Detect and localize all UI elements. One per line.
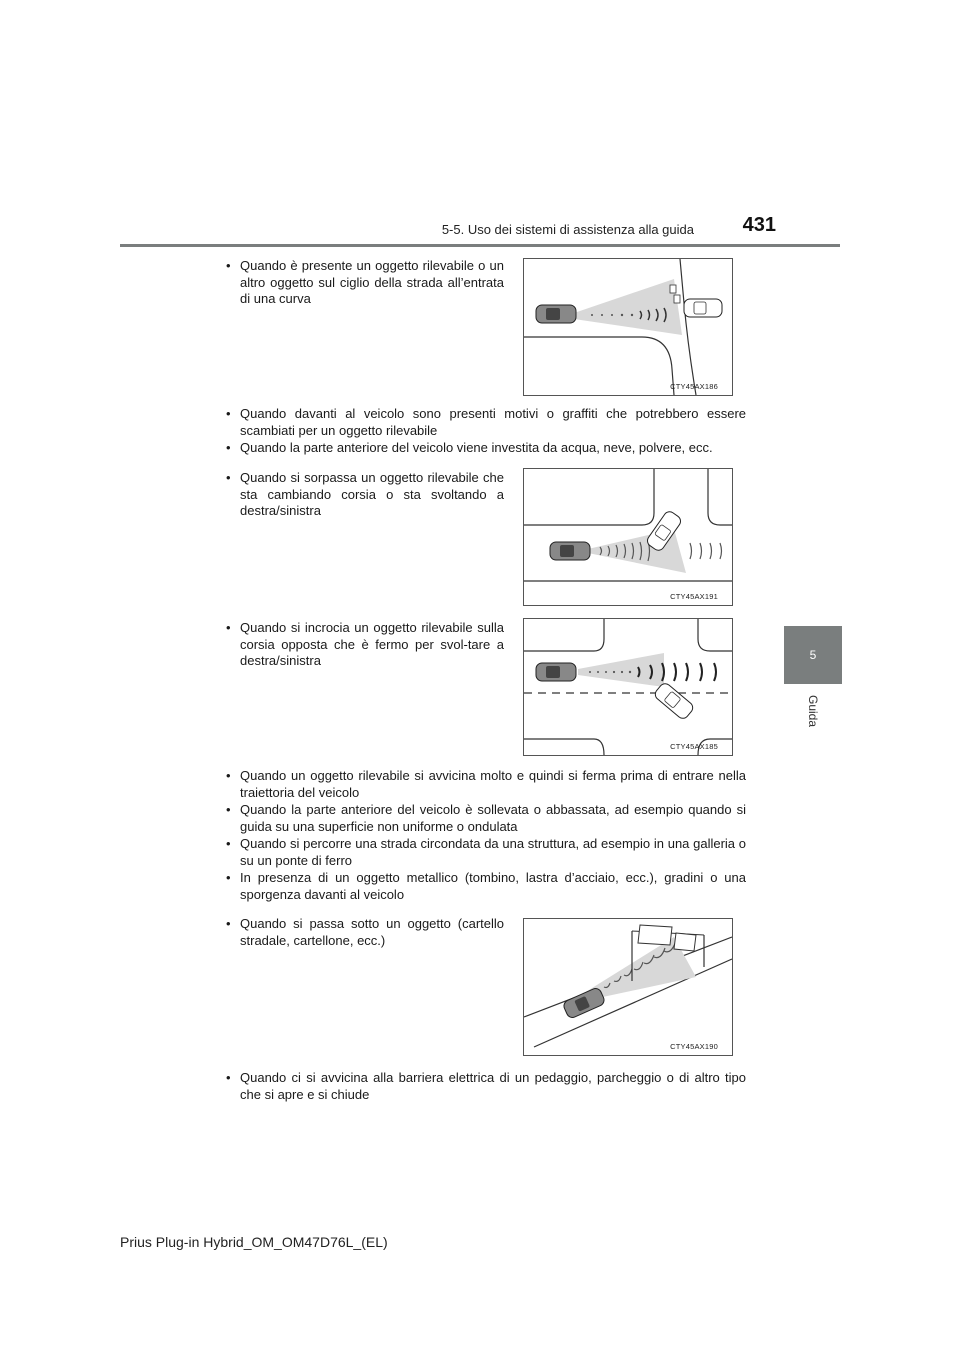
figure-oncoming-turn <box>523 618 733 756</box>
content-item-4 <box>226 470 504 520</box>
figure-oncoming-illustration <box>524 619 732 755</box>
bullet-text: • Quando un oggetto rilevabile si avvicina molto e quindi si ferma prima di entrare nella traiettoria del veicolo <box>226 768 746 801</box>
bullet-text: • Quando si incrocia un oggetto rilevabile sulla corsia opposta che è fermo per svol-tare a destra/sinistra <box>226 620 504 670</box>
figure-overtaking <box>523 468 733 606</box>
header-section-title: 5-5. Uso dei sistemi di assistenza alla guida <box>441 222 694 237</box>
content-item-9 <box>226 870 746 903</box>
content-item-3 <box>226 440 746 457</box>
content-item-11 <box>226 1070 746 1103</box>
content-item-1 <box>226 258 504 308</box>
figure-overhead-sign <box>523 918 733 1056</box>
content-item-5 <box>226 620 504 670</box>
bullet-text: • Quando davanti al veicolo sono presenti motivi o graffiti che potrebbero essere scambiati per un oggetto rilevabile <box>226 406 746 439</box>
page-number: 431 <box>742 214 776 236</box>
figure-code: CTY45AX185 <box>670 742 718 751</box>
bullet-text: • In presenza di un oggetto metallico (tombino, lastra d’acciaio, ecc.), gradini o una sporgenza davanti al veicolo <box>226 870 746 903</box>
bullet-text: • Quando la parte anteriore del veicolo viene investita da acqua, neve, polvere, ecc. <box>226 440 746 457</box>
chapter-tab <box>784 626 842 684</box>
bullet-text: • Quando si percorre una strada circondata da una struttura, ad esempio in una galleria o su un ponte di ferro <box>226 836 746 869</box>
content-item-6 <box>226 768 746 801</box>
figure-code: CTY45AX186 <box>670 382 718 391</box>
header-divider <box>120 244 840 247</box>
figure-overtaking-illustration <box>524 469 732 605</box>
figure-curve-illustration <box>524 259 732 395</box>
footer-document-id: Prius Plug-in Hybrid_OM_OM47D76L_(EL) <box>120 1234 388 1250</box>
figure-overhead-illustration <box>524 919 732 1055</box>
chapter-label <box>784 688 842 734</box>
chapter-number: 5 <box>809 648 817 662</box>
bullet-text: • Quando si sorpassa un oggetto rilevabile che sta cambiando corsia o sta svoltando a destra/sinistra <box>226 470 504 520</box>
figure-code: CTY45AX190 <box>670 1042 718 1051</box>
figure-curve-roadside <box>523 258 733 396</box>
content-item-7 <box>226 802 746 835</box>
content-item-10 <box>226 916 504 949</box>
figure-code: CTY45AX191 <box>670 592 718 601</box>
chapter-label-text: Guida <box>806 694 820 728</box>
bullet-text: • Quando ci si avvicina alla barriera elettrica di un pedaggio, parcheggio o di altro tipo che si apre e si chiude <box>226 1070 746 1103</box>
content-item-8 <box>226 836 746 869</box>
bullet-text: • Quando la parte anteriore del veicolo è sollevata o abbassata, ad esempio quando si guida su una superficie non uniforme o ondulata <box>226 802 746 835</box>
content-item-2 <box>226 406 746 439</box>
bullet-text: • Quando si passa sotto un oggetto (cartello stradale, cartellone, ecc.) <box>226 916 504 949</box>
bullet-text: • Quando è presente un oggetto rilevabile o un altro oggetto sul ciglio della strada all’entrata di una curva <box>226 258 504 308</box>
